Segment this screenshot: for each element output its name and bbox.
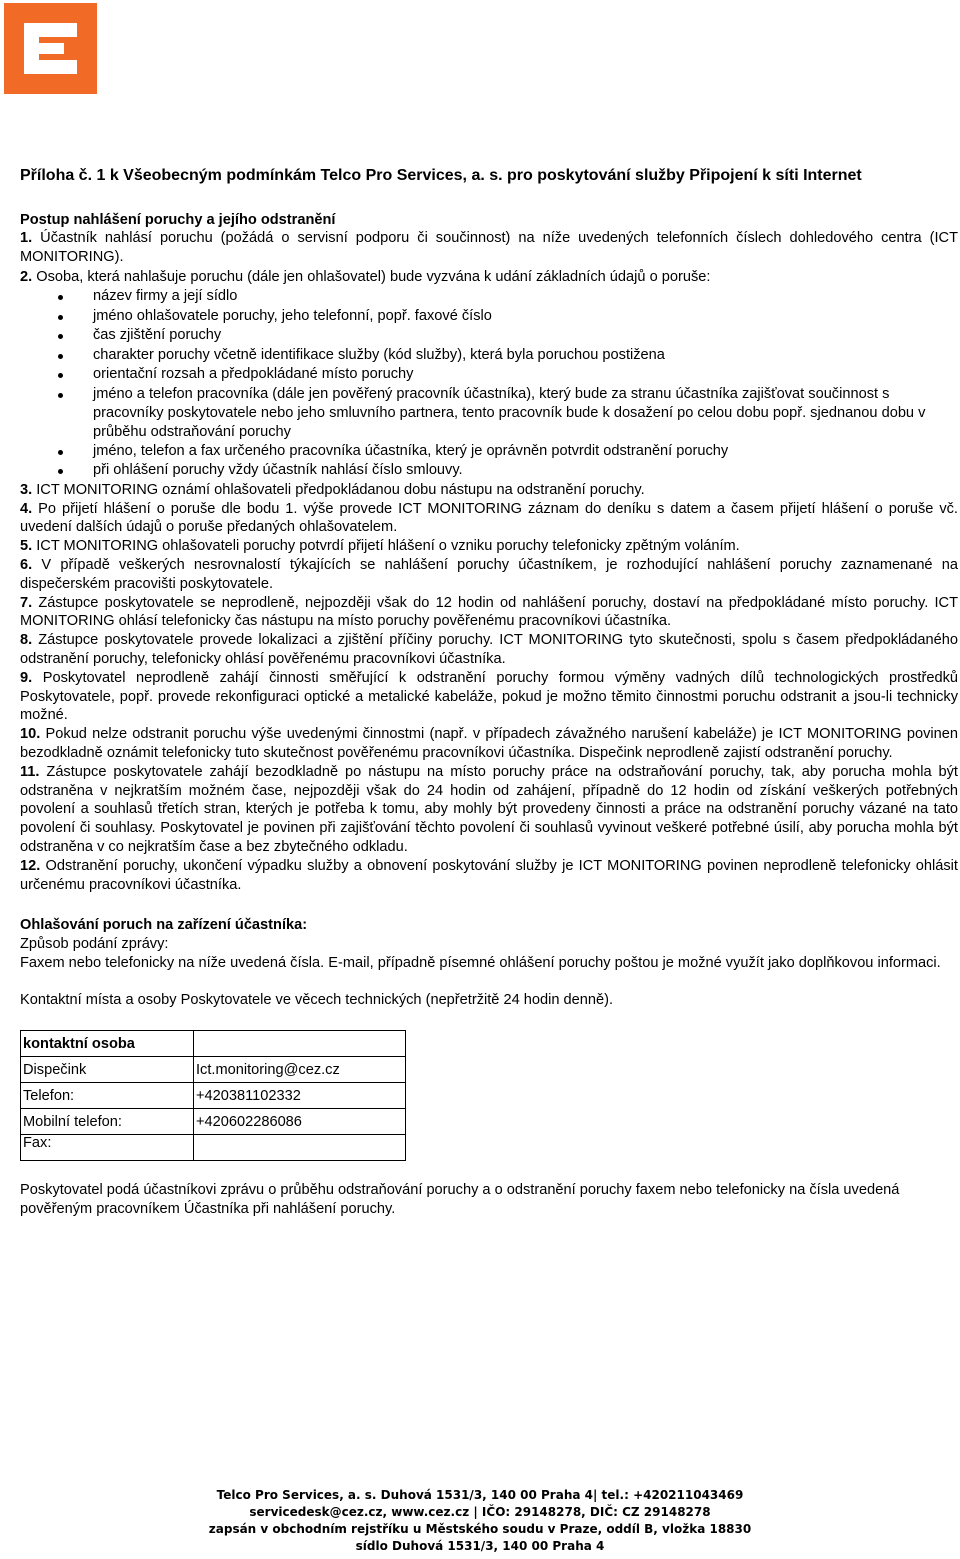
step-1 [20,229,958,267]
step-text: Zástupce poskytovatele provede lokalizaci a zjištění příčiny poruchy. ICT MONITORING tyto skutečnosti, spolu s časem předpokládaného odstranění poruchy, telefonicky ohlásí pověřenému pracovníkovi účastníka. [20,632,958,668]
contact-mobile: +420602286086 [194,1109,406,1135]
step-text: Poskytovatel neprodleně zahájí činnosti směřující k odstranění poruchy formou výměny vadných dílů technologických prostředků Poskytovatele, popř. provede rekonfiguraci optické a metalické kabeláže, pokud je možno těmito činnostmi poruchu odstranit a jsou-li technicky možné. [20,669,958,724]
step-number: 11. [20,763,40,780]
step-text: V případě veškerých nesrovnalostí týkajících se nahlášení poruchy účastníkem, je rozhodující nahlášení poruchy zaznamenané na dispečerském pracovišti poskytovatele. [20,557,958,592]
list-item: jméno ohlašovatele poruchy, jeho telefonní, popř. faxové číslo [20,307,958,327]
footer-line: sídlo Duhová 1531/3, 140 00 Praha 4 [355,1539,605,1553]
step-10 [20,725,958,763]
step-3 [20,481,958,500]
step-2 [20,268,958,287]
list-item: orientační rozsah a předpokládané místo poruchy [20,365,958,385]
table-row [21,1135,406,1161]
contact-email[interactable]: Ict.monitoring@cez.cz [194,1057,406,1083]
closing-text: Poskytovatel podá účastníkovi zprávu o průběhu odstraňování poruchy a o odstranění poruchy faxem nebo telefonicky na čísla uvedená pověřeným pracovníkem Účastníka při nahlášení poruchy. [20,1182,900,1218]
step-number: 5. [20,538,33,555]
step-12 [20,857,958,895]
cez-logo-icon [4,3,97,94]
contacts-intro: Kontaktní místa a osoby Poskytovatele ve věcech technických (nepřetržitě 24 hodin denně). [20,992,613,1009]
contact-label: Mobilní telefon: [21,1109,194,1135]
section-title: Postup nahlášení poruchy a jejího odstranění [20,212,336,228]
step-8 [20,631,958,669]
step-number: 10. [20,726,41,743]
footer-line: zapsán v obchodním rejstříku u Městského soudu v Praze, oddíl B, vložka 18830 [208,1522,752,1536]
contact-fax [194,1135,406,1161]
list-item: jméno, telefon a fax určeného pracovníka účastníka, který je oprávněn potvrdit odstranění poruchy [20,442,958,462]
required-info-list [20,287,958,481]
list-item: jméno a telefon pracovníka (dále jen pověřený pracovník účastníka), který bude za stranu účastníka zajišťovat součinnost s pracovníky poskytovatele nebo jeho smluvního partnera, tento pracovník bude k dosažení po celou dobu popř. sjednanou dobu v průběhu odstraňování poruchy [20,385,958,442]
document-body [20,165,958,1219]
footer-line: servicedesk@cez.cz, www.cez.cz | IČO: 29148278, DIČ: CZ 29148278 [249,1505,711,1519]
reporting-heading: Ohlašování poruch na zařízení účastníka: [20,917,308,934]
table-header-row [21,1031,406,1057]
step-number: 2. [20,268,33,285]
step-number: 1. [20,230,33,246]
step-number: 12. [20,857,41,874]
table-row [21,1083,406,1109]
step-text: ICT MONITORING ohlašovateli poruchy potvrdí přijetí hlášení o vzniku poruchy telefonicky zpětným voláním. [36,538,740,555]
step-text: Po přijetí hlášení o poruše dle bodu 1. výše provede ICT MONITORING záznam do deníku s datem a časem přijetí hlášení o poruše vč. uvedení dalších údajů o poruše předaných ohlašovatelem. [20,500,958,536]
list-item: při ohlášení poruchy vždy účastník nahlásí číslo smlouvy. [20,461,958,481]
step-text: Pokud nelze odstranit poruchu výše uvedenými činnostmi (např. v případech závažného narušení kabeláže) je ICT MONITORING povinen bezodkladně oznámit telefonicky tuto skutečnost pověřenému pracovníkovi účastníka. Dispečink neprodleně zajistí odstranění poruchy. [20,726,958,762]
step-text: ICT MONITORING oznámí ohlašovateli předpokládanou dobu nástupu na odstranění poruchy. [36,481,645,498]
step-number: 8. [20,632,33,649]
document-title: Příloha č. 1 k Všeobecným podmínkám Telco Pro Services, a. s. pro poskytování služby Připojení k síti Internet [20,167,862,184]
list-item: název firmy a její sídlo [20,287,958,307]
step-9 [20,669,958,725]
contacts-table [20,1030,406,1161]
contact-phone: +420381102332 [194,1083,406,1109]
reporting-method-text: Faxem nebo telefonicky na níže uvedená čísla. E-mail, případně písemné ohlášení poruchy poštou je možné využít jako doplňkovou informaci. [20,955,941,972]
table-header: kontaktní osoba [21,1031,194,1057]
step-number: 4. [20,500,33,517]
step-text: Účastník nahlásí poruchu (požádá o servisní podporu či součinnost) na níže uvedených telefonních číslech dohledového centra (ICT MONITORING). [20,230,958,265]
step-text: Zástupce poskytovatele se neprodleně, nejpozději však do 12 hodin od nahlášení poruchy, dostaví na předpokládané místo poruchy. ICT MONITORING ohlásí telefonicky čas nástupu na místo poruchy pověřenému pracovníkovi účastníka. [20,594,958,630]
table-row [21,1109,406,1135]
step-number: 9. [20,669,33,686]
footer-line: Telco Pro Services, a. s. Duhová 1531/3, 140 00 Praha 4| tel.: +420211043469 [216,1488,744,1502]
step-4 [20,500,958,538]
list-item: charakter poruchy včetně identifikace služby (kód služby), která byla poruchou postižena [20,346,958,366]
step-6 [20,556,958,594]
contact-label: Telefon: [21,1083,194,1109]
table-header-empty [194,1031,406,1057]
step-text: Odstranění poruchy, ukončení výpadku služby a obnovení poskytování služby je ICT MONITORING povinen neprodleně telefonicky ohlásit určenému pracovníkovi účastníka. [20,857,958,893]
step-text: Zástupce poskytovatele zahájí bezodkladně po nástupu na místo poruchy práce na odstraňování poruchy, tak, aby porucha mohla být odstraněna v nejkratším možném čase, nejpozději však do 24 hodin od zahájení, případně do 12 hodin od získání veškerých potřebných povolení a souhlasů třetích stran, kterých je potřeba k tomu, aby mohly být provedeny činnosti a práce na odstranění poruchy vázané na tato povolení či souhlasy. Poskytovatel je povinen při zajišťování těchto povolení či souhlasů vyvinout veškeré potřebné úsilí, aby porucha mohla být odstraněna v co nejkratším čase a bez zbytečného odkladu. [20,763,958,856]
step-text: Osoba, která nahlašuje poruchu (dále jen ohlašovatel) bude vyzvána k udání základních údajů o poruše: [36,268,711,285]
contact-label: Dispečink [21,1057,194,1083]
list-item: čas zjištění poruchy [20,326,958,346]
step-5 [20,537,958,556]
step-number: 6. [20,557,33,574]
table-row [21,1057,406,1083]
reporting-method-label: Způsob podání zprávy: [20,936,169,953]
step-7 [20,594,958,632]
step-11 [20,763,958,857]
step-number: 7. [20,594,33,611]
step-number: 3. [20,481,33,498]
contact-label: Fax: [21,1135,194,1161]
page-footer [0,1487,960,1555]
